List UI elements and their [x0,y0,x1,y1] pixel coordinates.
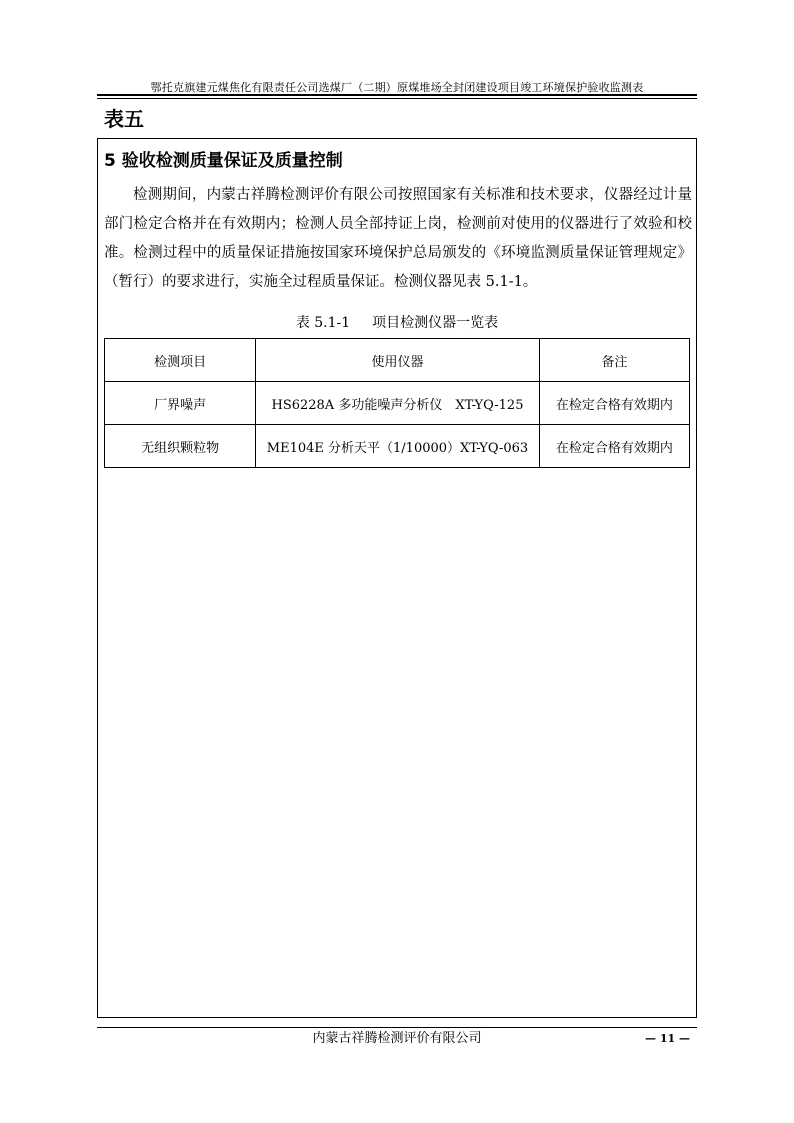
header-cell-remark: 备注 [539,339,689,382]
header-rule [97,94,697,96]
header-rule-thin [97,98,697,99]
footer-company: 内蒙古祥腾检测评价有限公司 [312,1031,482,1046]
table-cell: 无组织颗粒物 [105,425,256,468]
table-cell: 在检定合格有效期内 [539,425,689,468]
table-cell: HS6228A 多功能噪声分析仪 XT-YQ-125 [256,382,539,425]
table-caption [104,313,690,333]
footer-rule [97,1027,697,1028]
table-cell: 厂界噪声 [105,382,256,425]
section-heading: 5 验收检测质量保证及质量控制 [104,151,343,171]
table-row [105,425,690,468]
table-caption-title: 项目检测仪器一览表 [372,315,499,331]
table-caption-number: 表 5.1-1 [295,315,351,331]
header-cell-item: 检测项目 [105,339,256,382]
table-header-row [105,339,690,382]
table-cell: ME104E 分析天平（1/10000）XT-YQ-063 [256,425,539,468]
document-header-title: 鄂托克旗建元煤焦化有限责任公司选煤厂（二期）原煤堆场全封闭建设项目竣工环境保护验收监测表 [150,81,644,94]
table-row [105,382,690,425]
table-cell: 在检定合格有效期内 [539,382,689,425]
section-paragraph: 检测期间，内蒙古祥腾检测评价有限公司按照国家有关标准和技术要求，仪器经过计量部门检定合格并在有效期内；检测人员全部持证上岗，检测前对使用的仪器进行了效验和校准。检测过程中的质量保证措施按国家环境保护总局颁发的《环境监测质量保证管理规定》（暂行）的要求进行，实施全过程质量保证。检测仪器见表 5.1-1。 [104,187,692,290]
header-cell-instrument: 使用仪器 [256,339,539,382]
page-number: — 11 — [645,1032,690,1045]
table-title: 表五 [104,107,144,131]
instrument-table [104,338,690,468]
